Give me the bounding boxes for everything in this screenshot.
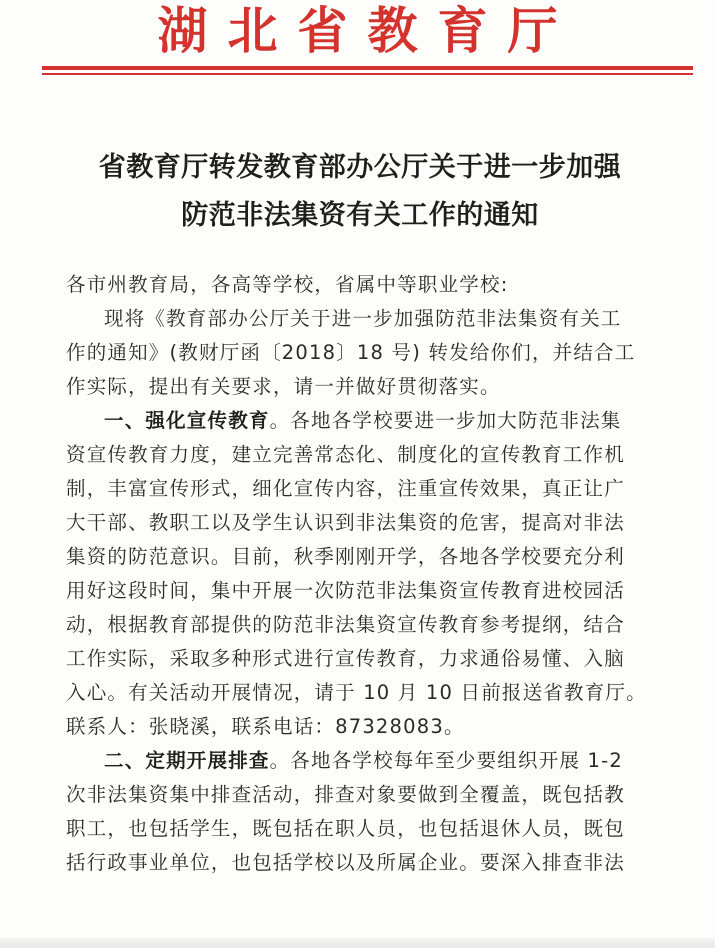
red-rule-thick [42, 66, 693, 70]
section-1-line: 制，丰富宣传形式，细化宣传内容，注重宣传效果，真正让广 [66, 477, 625, 500]
section-1-line: 大干部、教职工以及学生认识到非法集资的危害，提高对非法 [66, 511, 625, 534]
section-2-line: 次非法集资集中排查活动，排查对象要做到全覆盖，既包括教 [66, 783, 625, 806]
section-1-line: 资宣传教育力度，建立完善常态化、制度化的宣传教育工作机 [66, 443, 625, 466]
section-1-line: 入心。有关活动开展情况，请于 10 月 10 日前报送省教育厅。 [66, 681, 647, 704]
section-2-heading: 二、定期开展排查 [104, 749, 270, 772]
section-1-line: 集资的防范意识。目前，秋季刚刚开学，各地各学校要充分利 [66, 545, 625, 568]
section-1-line: 工作实际，采取多种形式进行宣传教育，力求通俗易懂、入脑 [66, 647, 625, 670]
section-2-first-line-text: 。各地各学校每年至少要组织开展 1-2 [269, 749, 623, 772]
document-title-line-2: 防范非法集资有关工作的通知 [181, 200, 539, 231]
masthead [0, 0, 715, 62]
section-1-line: 用好这段时间，集中开展一次防范非法集资宣传教育进校园活 [66, 579, 625, 602]
section-1-heading: 一、强化宣传教育 [104, 409, 270, 432]
intro-line: 现将《教育部办公厅关于进一步加强防范非法集资有关工 [104, 307, 622, 330]
masthead-title: 湖北省教育厅 [157, 1, 578, 60]
contact-line: 联系人：张晓溪，联系电话：87328083。 [66, 715, 465, 738]
section-2-line: 职工，也包括学生，既包括在职人员，也包括退休人员，既包 [66, 817, 625, 840]
document-body [66, 268, 676, 880]
salutation: 各市州教育局，各高等学校，省属中等职业学校: [66, 273, 509, 296]
section-2-line: 括行政事业单位，也包括学校以及所属企业。要深入排查非法 [66, 851, 625, 874]
document-title-line-1: 省教育厅转发教育部办公厅关于进一步加强 [98, 152, 622, 183]
page-bottom-edge [0, 938, 715, 948]
section-2-first-line [66, 744, 676, 778]
section-1-first-line [66, 404, 676, 438]
intro-line: 作实际，提出有关要求，请一并做好贯彻落实。 [66, 375, 501, 398]
intro-line: 作的通知》(教财厅函〔2018〕18 号) 转发给你们，并结合工 [66, 341, 636, 364]
red-rule-thin [42, 73, 693, 75]
section-1-line: 动，根据教育部提供的防范非法集资宣传教育参考提纲，结合 [66, 613, 625, 636]
section-1-first-line-text: 。各地各学校要进一步加大防范非法集 [269, 409, 622, 432]
